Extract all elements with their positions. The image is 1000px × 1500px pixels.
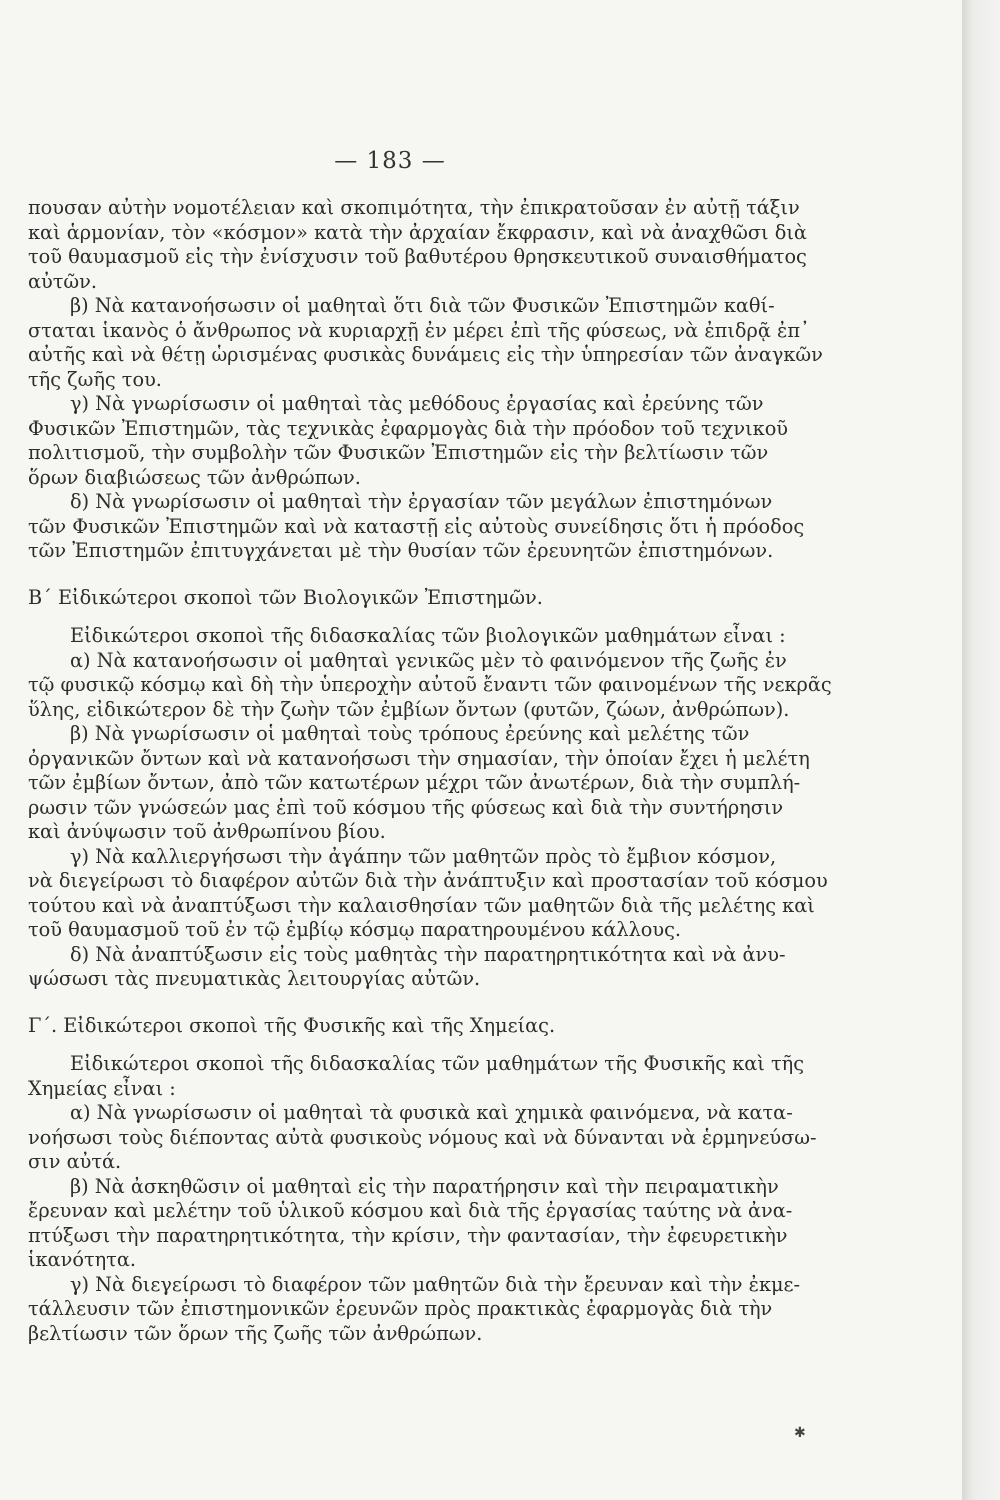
text-line: Φυσικῶν Ἐπιστημῶν, τὰς τεχνικὰς ἐφαρμογὰς διὰ τὴν πρόοδον τοῦ τεχνικοῦ bbox=[28, 416, 789, 440]
text-line: τάλλευσιν τῶν ἐπιστημονικῶν ἐρευνῶν πρὸς πρακτικὰς ἐφαρμογὰς διὰ τὴν bbox=[28, 1297, 773, 1320]
paragraph-phys-intro bbox=[28, 1052, 805, 1101]
paragraph-bio-gamma bbox=[28, 844, 828, 943]
text-line: ὕλης, εἰδικώτερον δὲ τὴν ζωὴν τῶν ἐμβίων ὄντων (φυτῶν, ζώων, ἀνθρώπων). bbox=[28, 697, 790, 721]
text-line: δ) Νὰ γνωρίσωσιν οἱ μαθηταὶ τὴν ἐργασίαν τῶν μεγάλων ἐπιστημόνων bbox=[70, 490, 773, 513]
text-line: ἔρευναν καὶ μελέτην τοῦ ὑλικοῦ κόσμου καὶ διὰ τῆς ἐργασίας ταύτης νὰ ἀνα- bbox=[28, 1199, 793, 1222]
text-line: τῷ φυσικῷ κόσμῳ καὶ δὴ τὴν ὑπεροχὴν αὐτοῦ ἔναντι τῶν φαινομένων τῆς νεκρᾶς bbox=[28, 673, 832, 696]
text-line: γ) Νὰ καλλιεργήσωσι τὴν ἀγάπην τῶν μαθητῶν πρὸς τὸ ἔμβιον κόσμον, bbox=[70, 844, 777, 868]
text-line: τῶν Ἐπιστημῶν ἐπιτυγχάνεται μὲ τὴν θυσίαν τῶν ἐρευνητῶν ἐπιστημόνων. bbox=[28, 539, 774, 562]
page-body bbox=[28, 196, 832, 1346]
text-line: τοῦ θαυμασμοῦ τοῦ ἐν τῷ ἐμβίῳ κόσμῳ παρατηρουμένου κάλλους. bbox=[28, 918, 682, 941]
text-line: πουσαν αὐτὴν νομοτέλειαν καὶ σκοπιμότητα, τὴν ἐπικρατοῦσαν ἐν αὐτῇ τάξιν bbox=[28, 196, 800, 219]
text-line: πτύξωσι τὴν παρατηρητικότητα, τὴν κρίσιν, τὴν φαντασίαν, τὴν ἐφευρετικὴν bbox=[28, 1223, 788, 1247]
text-line: δ) Νὰ ἀναπτύξωσιν εἰς τοὺς μαθητὰς τὴν παρατηρητικότητα καὶ νὰ ἀνυ- bbox=[70, 942, 786, 966]
section-heading-c: Γ΄. Εἰδικώτεροι σκοποὶ τῆς Φυσικῆς καὶ τῆς Χημείας. bbox=[28, 1013, 556, 1037]
text-line: αὐτῶν. bbox=[28, 269, 97, 293]
text-line: ὀργανικῶν ὄντων καὶ νὰ κατανοήσωσι τὴν σημασίαν, τὴν ὁποίαν ἔχει ἡ μελέτη bbox=[28, 746, 810, 770]
text-line: τοῦ θαυμασμοῦ εἰς τὴν ἐνίσχυσιν τοῦ βαθυτέρου θρησκευτικοῦ συναισθήματος bbox=[28, 245, 807, 268]
paragraph-phys-beta bbox=[28, 1174, 793, 1273]
text-line: ρωσιν τῶν γνώσεών μας ἐπὶ τοῦ κόσμου τῆς φύσεως καὶ διὰ τὴν συντήρησιν bbox=[28, 795, 784, 819]
paragraph-phys-alpha bbox=[28, 1101, 817, 1175]
paragraph-delta bbox=[28, 490, 805, 564]
paragraph-bio-beta bbox=[28, 722, 810, 845]
text-line: Εἰδικώτεροι σκοποὶ τῆς διδασκαλίας τῶν βιολογικῶν μαθημάτων εἶναι : bbox=[70, 624, 786, 647]
text-line: γ) Νὰ διεγείρωσι τὸ διαφέρον τῶν μαθητῶν διὰ τὴν ἔρευναν καὶ τὴν ἐκμε- bbox=[70, 1272, 801, 1296]
text-line: καὶ ἁρμονίαν, τὸν «κόσμον» κατὰ τὴν ἀρχαίαν ἔκφρασιν, καὶ νὰ ἀναχθῶσι διὰ bbox=[28, 220, 807, 244]
text-line: β) Νὰ κατανοήσωσιν οἱ μαθηταὶ ὅτι διὰ τῶν Φυσικῶν Ἐπιστημῶν καθί- bbox=[70, 294, 775, 317]
text-line: τῶν Φυσικῶν Ἐπιστημῶν καὶ νὰ καταστῇ εἰς αὐτοὺς συνείδησις ὅτι ἡ πρόοδος bbox=[28, 514, 805, 538]
text-line: Χημείας εἶναι : bbox=[28, 1076, 176, 1100]
paragraph-beta bbox=[28, 294, 823, 392]
text-line: νοήσωσι τοὺς διέποντας αὐτὰ φυσικοὺς νόμους καὶ νὰ δύνανται νὰ ἑρμηνεύσω- bbox=[28, 1125, 817, 1149]
asterisk-mark-icon: ✱ bbox=[794, 1425, 806, 1441]
text-line: σταται ἱκανὸς ὁ ἄνθρωπος νὰ κυριαρχῇ ἐν μέρει ἐπὶ τῆς φύσεως, νὰ ἐπιδρᾷ ἐπ᾿ bbox=[28, 318, 810, 342]
text-line: α) Νὰ γνωρίσωσιν οἱ μαθηταὶ τὰ φυσικὰ καὶ χημικὰ φαινόμενα, νὰ κατα- bbox=[70, 1101, 793, 1124]
text-line: σιν αὐτά. bbox=[28, 1150, 122, 1173]
text-line: β) Νὰ ἀσκηθῶσιν οἱ μαθηταὶ εἰς τὴν παρατήρησιν καὶ τὴν πειραματικὴν bbox=[70, 1174, 779, 1198]
text-line: πολιτισμοῦ, τὴν συμβολὴν τῶν Φυσικῶν Ἐπιστημῶν εἰς τὴν βελτίωσιν τῶν bbox=[28, 441, 769, 464]
text-line: αὐτῆς καὶ νὰ θέτῃ ὡρισμένας φυσικὰς δυνάμεις εἰς τὴν ὑπηρεσίαν τῶν ἀναγκῶν bbox=[28, 343, 823, 366]
paragraph-gamma bbox=[28, 392, 789, 490]
text-line: νὰ διεγείρωσι τὸ διαφέρον αὐτῶν διὰ τὴν ἀνάπτυξιν καὶ προστασίαν τοῦ κόσμου bbox=[28, 869, 828, 892]
text-line: τούτου καὶ νὰ ἀναπτύξωσι τὴν καλαισθησίαν τῶν μαθητῶν διὰ τῆς μελέτης καὶ bbox=[28, 893, 815, 917]
text-line: τῶν ἐμβίων ὄντων, ἀπὸ τῶν κατωτέρων μέχρι τῶν ἀνωτέρων, διὰ τὴν συμπλή- bbox=[28, 771, 801, 794]
text-line: ψώσωσι τὰς πνευματικὰς λειτουργίας αὐτῶν. bbox=[28, 967, 481, 990]
paragraph-phys-gamma bbox=[28, 1272, 801, 1347]
page-edge bbox=[962, 0, 1000, 1500]
text-line: β) Νὰ γνωρίσωσιν οἱ μαθηταὶ τοὺς τρόπους ἐρεύνης καὶ μελέτης τῶν bbox=[70, 722, 750, 745]
text-line: α) Νὰ κατανοήσωσιν οἱ μαθηταὶ γενικῶς μὲν τὸ φαινόμενον τῆς ζωῆς ἐν bbox=[70, 648, 787, 672]
text-line: καὶ ἀνύψωσιν τοῦ ἀνθρωπίνου βίου. bbox=[28, 820, 386, 843]
paragraph-bio-intro bbox=[28, 624, 786, 649]
section-heading-b: Β΄ Εἰδικώτεροι σκοποὶ τῶν Βιολογικῶν Ἐπιστημῶν. bbox=[28, 585, 543, 609]
text-line: τῆς ζωῆς του. bbox=[28, 367, 162, 391]
paragraph-bio-delta bbox=[28, 942, 786, 992]
text-line: βελτίωσιν τῶν ὅρων τῆς ζωῆς τῶν ἀνθρώπων. bbox=[28, 1321, 483, 1345]
paragraph-continued bbox=[28, 196, 807, 294]
text-line: γ) Νὰ γνωρίσωσιν οἱ μαθηταὶ τὰς μεθόδους ἐργασίας καὶ ἐρεύνης τῶν bbox=[70, 392, 764, 415]
text-line: ὅρων διαβιώσεως τῶν ἀνθρώπων. bbox=[28, 465, 361, 489]
paragraph-bio-alpha bbox=[28, 648, 832, 723]
text-line: Εἰδικώτεροι σκοποὶ τῆς διδασκαλίας τῶν μαθημάτων τῆς Φυσικῆς καὶ τῆς bbox=[70, 1052, 805, 1075]
text-line: ἱκανότητα. bbox=[28, 1248, 136, 1271]
page-number: — 183 — bbox=[334, 148, 446, 174]
